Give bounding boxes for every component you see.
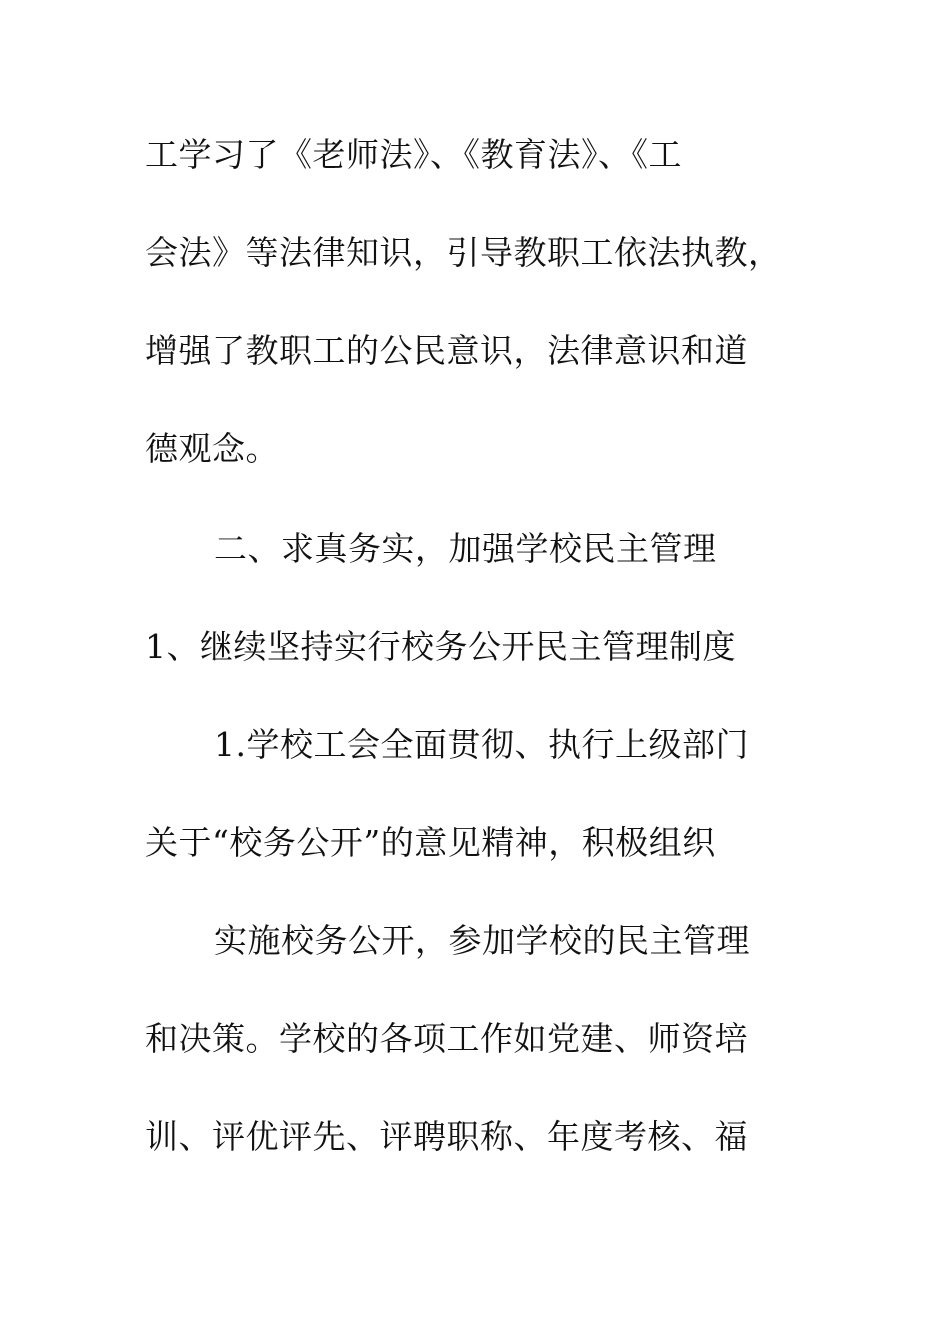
paragraph-line: 会法》等法律知识，引导教职工依法执教， (145, 233, 782, 272)
paragraph-line: 德观念。 (145, 429, 279, 468)
paragraph-line: 和决策。学校的各项工作如党建、师资培 (145, 1019, 748, 1058)
paragraph-line: 实施校务公开，参加学校的民主管理 (214, 921, 750, 960)
paragraph-line: 1.学校工会全面贯彻、执行上级部门 (214, 725, 749, 764)
paragraph-line: 关于“校务公开”的意见精神，积极组织 (145, 823, 716, 862)
paragraph-line: 训、评优评先、评聘职称、年度考核、福 (145, 1117, 748, 1156)
subsection-heading: 1、继续坚持实行校务公开民主管理制度 (145, 627, 736, 666)
paragraph-line: 增强了教职工的公民意识，法律意识和道 (145, 331, 748, 370)
paragraph-line: 工学习了《老师法》、《教育法》、《工 (145, 135, 682, 174)
section-heading: 二、求真务实，加强学校民主管理 (214, 529, 717, 568)
